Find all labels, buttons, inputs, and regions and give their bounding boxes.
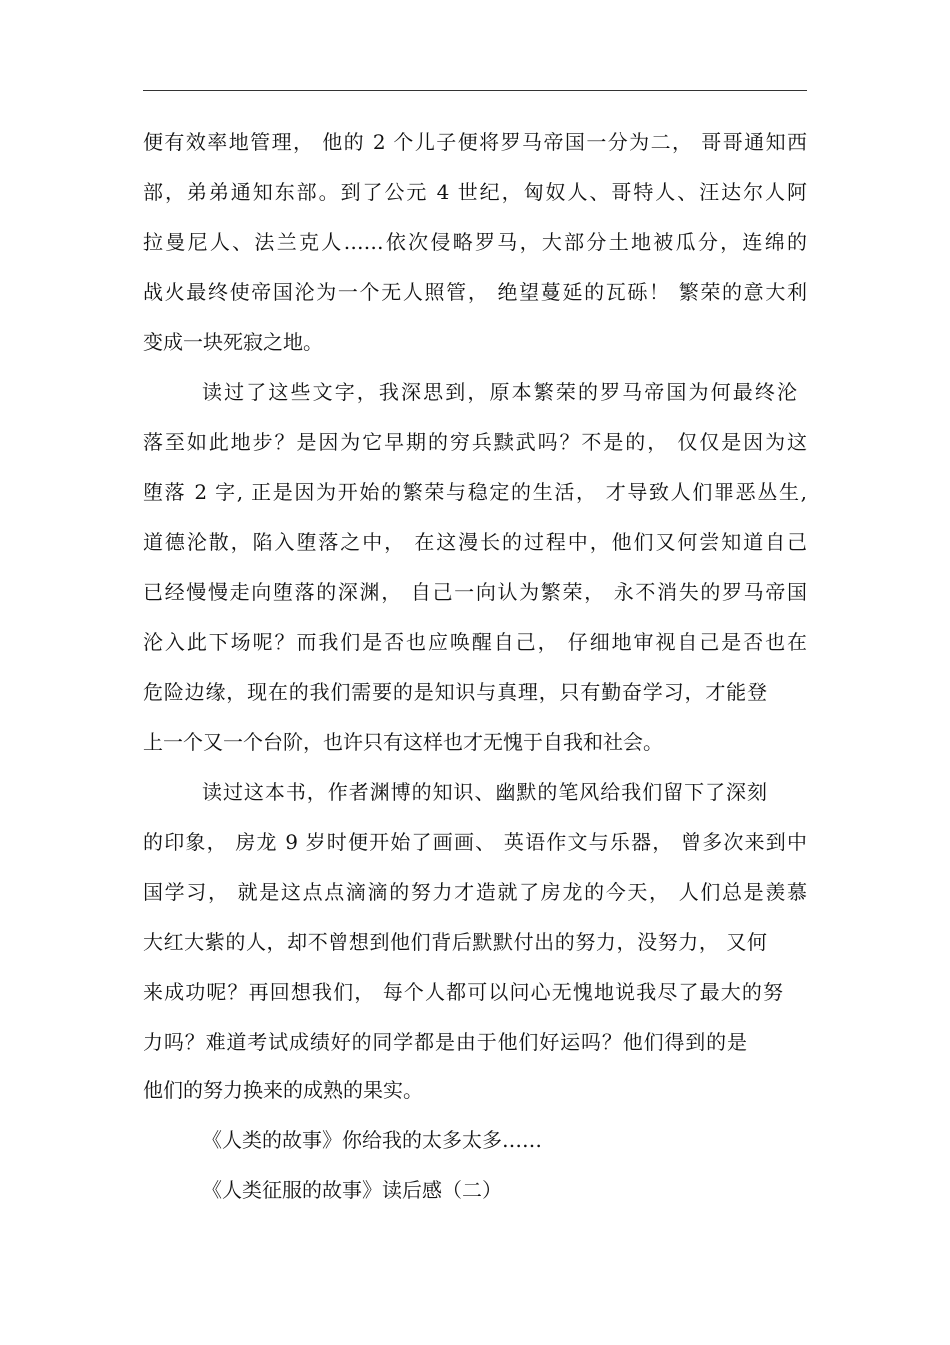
text-line: 国学习， 就是这点点滴滴的努力才造就了房龙的今天， 人们总是羡慕: [143, 880, 807, 904]
next-section-title: 《人类征服的故事》读后感（二）: [202, 1178, 502, 1202]
paragraph-start-line: 读过这本书，作者渊博的知识、幽默的笔风给我们留下了深刻: [202, 780, 767, 804]
text-line: 来成功呢？再回想我们， 每个人都可以问心无愧地说我尽了最大的努: [143, 980, 783, 1004]
text-line: 道德沦散，陷入堕落之中， 在这漫长的过程中，他们又何尝知道自己: [143, 530, 807, 554]
text-line: 危险边缘，现在的我们需要的是知识与真理，只有勤奋学习，才能登: [143, 680, 767, 704]
text-line: 便有效率地管理， 他的 2 个儿子便将罗马帝国一分为二， 哥哥通知西: [143, 130, 807, 154]
text-line: 堕落 2 字, 正是因为开始的繁荣与稳定的生活， 才导致人们罪恶丛生,: [143, 480, 807, 504]
text-line: 沦入此下场呢？而我们是否也应唤醒自己， 仔细地审视自己是否也在: [143, 630, 807, 654]
paragraph-start-line: 读过了这些文字，我深思到，原本繁荣的罗马帝国为何最终沦: [202, 380, 797, 404]
text-line: 变成一块死寂之地。: [143, 330, 323, 354]
text-line: 力吗？难道考试成绩好的同学都是由于他们好运吗？他们得到的是: [143, 1030, 747, 1054]
text-line: 落至如此地步？是因为它早期的穷兵黩武吗？不是的， 仅仅是因为这: [143, 430, 807, 454]
text-line: 的印象， 房龙 9 岁时便开始了画画、 英语作文与乐器， 曾多次来到中: [143, 830, 807, 854]
text-line: 大红大紫的人，却不曾想到他们背后默默付出的努力，没努力， 又何: [143, 930, 767, 954]
closing-line: 《人类的故事》你给我的太多太多……: [202, 1128, 542, 1152]
header-rule: [143, 90, 807, 91]
text-line: 战火最终使帝国沦为一个无人照管， 绝望蔓延的瓦砾！ 繁荣的意大利: [143, 280, 807, 304]
text-line: 已经慢慢走向堕落的深渊， 自己一向认为繁荣， 永不消失的罗马帝国: [143, 580, 807, 604]
text-line: 部，弟弟通知东部。到了公元 4 世纪，匈奴人、哥特人、汪达尔人阿: [143, 180, 807, 204]
text-line: 他们的努力换来的成熟的果实。: [143, 1078, 423, 1102]
text-line: 上一个又一个台阶，也许只有这样也才无愧于自我和社会。: [143, 730, 663, 754]
text-line: 拉曼尼人、法兰克人……依次侵略罗马，大部分土地被瓜分，连绵的: [143, 230, 807, 254]
